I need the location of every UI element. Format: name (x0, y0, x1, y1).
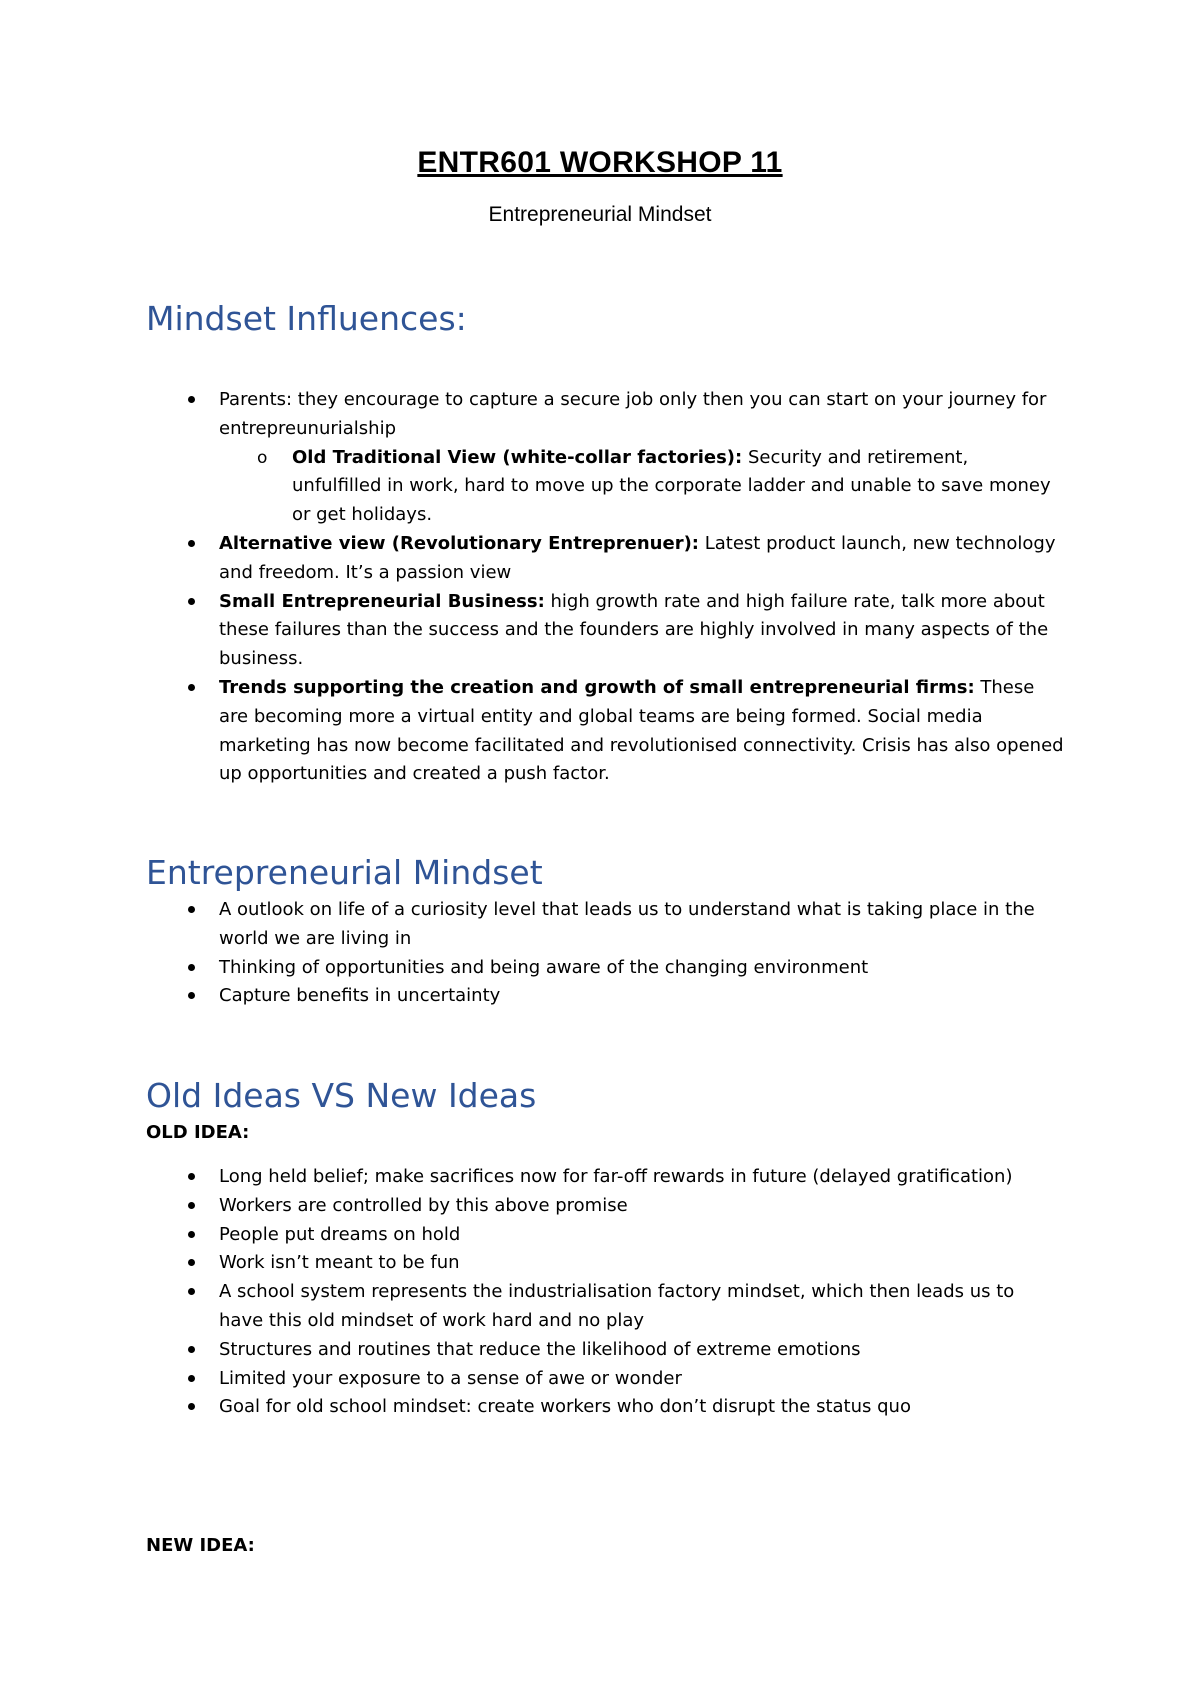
list-item-text: A school system represents the industrialisation factory mindset, which then leads us to have this old mindset of work hard and no play (219, 1281, 1015, 1331)
list-item (219, 530, 1064, 588)
list-item-text: A outlook on life of a curiosity level that leads us to understand what is taking place in the world we are living in (219, 899, 1035, 949)
mindset-list (0, 896, 1200, 1011)
list-item-bold: Alternative view (Revolutionary Entreprenuer): (219, 532, 700, 554)
circle-bullet-icon: o (257, 447, 268, 468)
list-item-text: Workers are controlled by this above promise (219, 1194, 628, 1216)
bullet-icon (188, 1403, 195, 1410)
list-item (219, 1221, 1064, 1250)
list-item-text: People put dreams on hold (219, 1223, 461, 1245)
old-idea-label: OLD IDEA: (146, 1122, 250, 1143)
list-item-text: Structures and routines that reduce the likelihood of extreme emotions (219, 1338, 861, 1360)
bullet-icon (188, 540, 195, 547)
section-heading-mindset: Entrepreneurial Mindset (146, 853, 543, 892)
bullet-icon (188, 1288, 195, 1295)
sub-list-item (257, 444, 1062, 530)
list-item-text: Thinking of opportunities and being aware of the changing environment (219, 956, 869, 978)
list-item (219, 1278, 1064, 1336)
bullet-icon (188, 964, 195, 971)
list-item-bold: Small Entrepreneurial Business: (219, 590, 545, 612)
bullet-icon (188, 598, 195, 605)
list-item (219, 1192, 1064, 1221)
bullet-icon (188, 1202, 195, 1209)
list-item (219, 1163, 1064, 1192)
bullet-icon (188, 1375, 195, 1382)
list-item (219, 588, 1064, 674)
list-item-text: Latest product launch, new technology and freedom. It’s a passion view (219, 532, 1056, 583)
influences-sublist (219, 444, 1064, 530)
bullet-icon (188, 1346, 195, 1353)
section-heading-influences: Mindset Influences: (146, 299, 467, 338)
list-item-bold: Old Traditional View (white-collar factories): (292, 446, 743, 468)
list-item (219, 1393, 1064, 1422)
list-item-text: Capture benefits in uncertainty (219, 985, 501, 1007)
list-item-text: These are becoming more a virtual entity and global teams are being formed. Social media marketing has now become facilitated and revolutionised connectivity. Crisis has also opened up opportunities and created a push factor. (219, 676, 1064, 785)
list-item-bold: Trends supporting the creation and growth of small entrepreneurial firms: (219, 676, 975, 698)
bullet-icon (188, 1231, 195, 1238)
section-heading-ideas: Old Ideas VS New Ideas (146, 1076, 537, 1115)
list-item-text: Goal for old school mindset: create workers who don’t disrupt the status quo (219, 1396, 911, 1418)
list-item (219, 674, 1064, 789)
list-item-text: Work isn’t meant to be fun (219, 1252, 460, 1274)
bullet-icon (188, 684, 195, 691)
influences-list (0, 386, 1200, 789)
list-item-text: high growth rate and high failure rate, talk more about these failures than the success and the founders are highly involved in many aspects of the business. (219, 590, 1049, 670)
list-item-text: Long held belief; make sacrifices now for far-off rewards in future (delayed gratification) (219, 1166, 1013, 1187)
list-item-text: Security and retirement, unfulfilled in work, hard to move up the corporate ladder and unable to save money or get holidays. (292, 446, 1051, 526)
list-item (219, 1249, 1064, 1278)
bullet-icon (188, 1259, 195, 1266)
list-item (219, 982, 1064, 1011)
list-item (219, 954, 1064, 983)
list-item-text: Limited your exposure to a sense of awe or wonder (219, 1367, 682, 1389)
bullet-icon (188, 906, 195, 913)
list-item-text: Parents: they encourage to capture a secure job only then you can start on your journey for entrepreunurialship (219, 389, 1047, 439)
old-ideas-list (0, 1163, 1200, 1422)
list-item (219, 1336, 1064, 1365)
bullet-icon (188, 992, 195, 999)
list-item (219, 896, 1064, 954)
document-subtitle: Entrepreneurial Mindset (488, 203, 712, 226)
new-idea-label: NEW IDEA: (146, 1535, 255, 1556)
list-item (219, 1365, 1064, 1394)
document-title: ENTR601 WORKSHOP 11 (417, 146, 783, 179)
list-item (219, 386, 1064, 530)
bullet-icon (188, 396, 195, 403)
bullet-icon (188, 1173, 195, 1180)
